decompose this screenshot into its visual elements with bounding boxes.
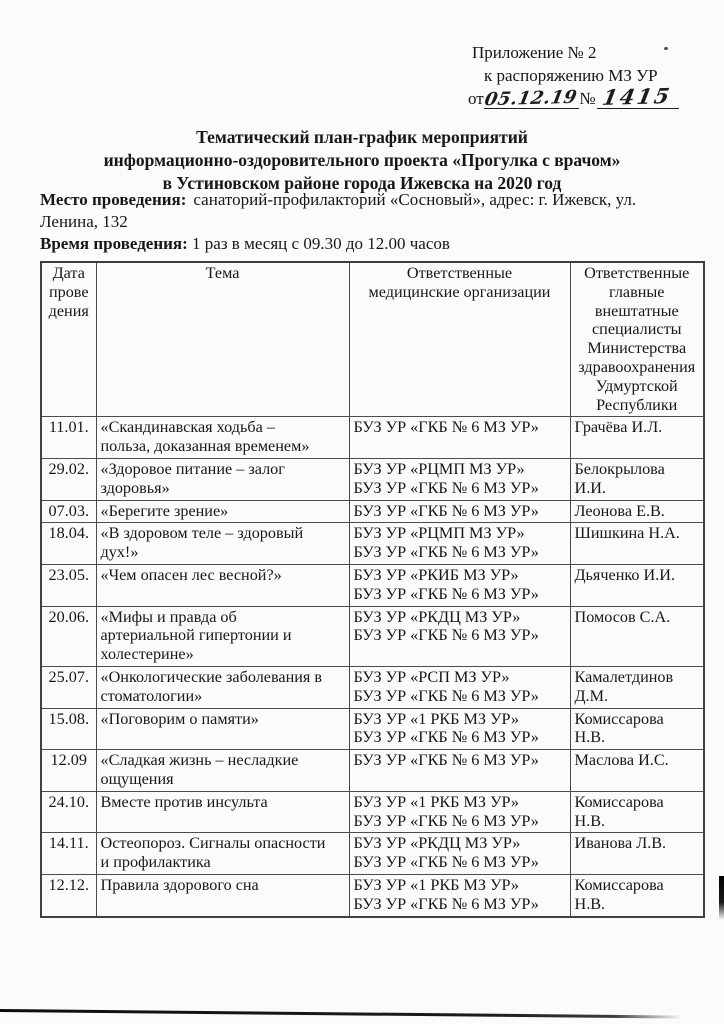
table-row: [41, 606, 704, 666]
text-line: «Здоровое питание – залог: [100, 459, 285, 478]
text-line: БУЗ УР «ГКБ № 6 МЗ УР»: [353, 584, 539, 603]
order-number-line: [468, 83, 679, 111]
text-line: холестерине»: [100, 645, 194, 664]
cell-topic: [96, 791, 349, 833]
appendix-line-2: к распоряжению МЗ УР: [484, 65, 658, 85]
cell-organizations: [349, 666, 570, 708]
cell-organizations: [349, 458, 570, 500]
text-line: БУЗ УР «ГКБ № 6 МЗ УР»: [353, 478, 539, 497]
text-line: Н.В.: [574, 894, 606, 913]
table-row: [41, 833, 704, 875]
cell-date: 18.04.: [41, 523, 96, 565]
cell-specialist: [570, 564, 704, 606]
text-line: БУЗ УР «ГКБ № 6 МЗ УР»: [353, 894, 539, 913]
cell-topic: [96, 458, 349, 500]
cell-organizations: [349, 523, 570, 565]
order-number-underline: [597, 83, 679, 110]
header-col-topic: [96, 262, 349, 417]
table-row: [41, 458, 704, 500]
text-line: Остеопороз. Сигналы опасности: [100, 834, 326, 853]
text-line: здоровья»: [100, 478, 170, 497]
text-line: БУЗ УР «РКИБ МЗ УР»: [353, 565, 519, 584]
text-line: Правила здорового сна: [100, 875, 259, 894]
text-line: медицинские организации: [368, 282, 551, 301]
text-line: БУЗ УР «ГКБ № 6 МЗ УР»: [353, 418, 539, 437]
cell-organizations: [349, 417, 570, 459]
cell-date: 24.10.: [41, 791, 96, 833]
cell-date: 20.06.: [41, 606, 96, 666]
text-line: Иванова Л.В.: [574, 834, 667, 853]
text-line: БУЗ УР «РЦМП МЗ УР»: [353, 459, 525, 478]
cell-date: 14.11.: [41, 833, 96, 875]
cell-organizations: [349, 833, 570, 875]
cell-topic: [96, 523, 349, 565]
table-row: [41, 523, 704, 565]
cell-organizations: [349, 874, 570, 916]
time-label: Время проведения:: [40, 234, 188, 253]
table-row: [41, 417, 704, 459]
text-line: БУЗ УР «ГКБ № 6 МЗ УР»: [353, 853, 539, 872]
title-line-3: в Устиновском районе города Ижевска на 2020 год: [162, 173, 562, 193]
text-line: внештатные: [594, 301, 679, 320]
scan-edge-artifact: [719, 876, 724, 920]
header-col-date: [41, 262, 96, 417]
cell-specialist: [570, 606, 704, 666]
text-line: БУЗ УР «ГКБ № 6 МЗ УР»: [353, 751, 539, 770]
text-line: Дьяченко И.И.: [574, 565, 676, 584]
cell-specialist: [570, 458, 704, 500]
table-header-row: [41, 262, 704, 417]
meta-block: [40, 189, 708, 255]
table-row: [41, 874, 704, 916]
cell-topic: [96, 750, 349, 792]
text-line: БУЗ УР «РКДЦ МЗ УР»: [353, 834, 521, 853]
cell-topic: [96, 833, 349, 875]
cell-organizations: [349, 606, 570, 666]
text-line: ощущения: [100, 769, 174, 788]
text-line: специалисты: [591, 320, 682, 339]
document-title: [31, 126, 693, 195]
text-line: БУЗ УР «1 РКБ МЗ УР»: [353, 792, 520, 811]
text-line: Грачёва И.Л.: [574, 418, 663, 437]
venue-label: Место проведения:: [40, 190, 187, 209]
table-row: [41, 666, 704, 708]
cell-specialist: [570, 833, 704, 875]
schedule-table: [40, 261, 705, 918]
text-line: «Чем опасен лес весной?»: [100, 565, 282, 584]
table-row: [41, 708, 704, 750]
text-line: БУЗ УР «1 РКБ МЗ УР»: [353, 875, 520, 894]
appendix-line-1: Приложение № 2: [472, 43, 597, 62]
text-line: Ответственные: [584, 264, 690, 282]
text-line: БУЗ УР «РСП МЗ УР»: [353, 667, 510, 686]
text-line: Дата: [52, 264, 85, 282]
cell-date: 07.03.: [41, 500, 96, 523]
text-line: «Онкологические заболевания в: [100, 667, 323, 686]
cell-organizations: [349, 708, 570, 750]
cell-topic: [96, 874, 349, 916]
cell-date: 12.09: [41, 750, 96, 792]
table-row: [41, 500, 704, 523]
cell-date: 12.12.: [41, 874, 96, 916]
text-line: польза, доказанная временем»: [100, 437, 310, 456]
text-line: Вместе против инсульта: [100, 792, 268, 811]
text-line: дух!»: [100, 543, 139, 562]
text-line: БУЗ УР «ГКБ № 6 МЗ УР»: [353, 686, 539, 705]
text-line: Белокрылова: [574, 459, 665, 478]
cell-specialist: [570, 874, 704, 916]
text-line: «Мифы и правда об: [100, 607, 237, 626]
text-line: Министерства: [587, 339, 687, 358]
text-line: «Скандинавская ходьба –: [100, 418, 275, 437]
text-line: и профилактика: [100, 853, 211, 872]
cell-date: 11.01.: [41, 417, 96, 459]
cell-specialist: [570, 750, 704, 792]
cell-specialist: [570, 791, 704, 833]
text-line: БУЗ УР «ГКБ № 6 МЗ УР»: [353, 543, 539, 562]
text-line: «В здоровом теле – здоровый: [100, 524, 304, 543]
text-line: Комиссарова: [574, 792, 664, 811]
text-line: здравоохранения: [578, 357, 696, 376]
table-row: [41, 750, 704, 792]
cell-topic: [96, 666, 349, 708]
text-line: Тема: [205, 264, 240, 282]
text-line: И.И.: [574, 478, 606, 497]
text-line: БУЗ УР «РЦМП МЗ УР»: [353, 524, 525, 543]
header-col-orgs: [349, 262, 570, 417]
text-line: Н.В.: [574, 728, 606, 747]
text-line: Комиссарова: [574, 875, 664, 894]
text-line: Шишкина Н.А.: [574, 524, 680, 543]
cell-topic: [96, 500, 349, 523]
schedule-table-head: [41, 262, 704, 417]
text-line: Д.М.: [574, 686, 609, 705]
text-line: артериальной гипертонии и: [100, 626, 292, 645]
handwritten-number: 1415: [600, 83, 674, 110]
text-line: Леонова Е.В.: [574, 501, 665, 520]
text-line: «Поговорим о памяти»: [100, 709, 259, 728]
cell-topic: [96, 708, 349, 750]
cell-organizations: [349, 750, 570, 792]
text-line: Камалетдинов: [574, 667, 674, 686]
scan-speck-artifact: [664, 47, 668, 50]
cell-topic: [96, 417, 349, 459]
text-line: прове: [48, 282, 89, 301]
text-line: стоматологии»: [100, 686, 203, 705]
text-line: Удмуртской: [595, 376, 678, 395]
text-line: дения: [48, 301, 89, 320]
cell-specialist: [570, 417, 704, 459]
text-line: БУЗ УР «ГКБ № 6 МЗ УР»: [353, 728, 539, 747]
title-line-1: Тематический план-график мероприятий: [196, 127, 528, 147]
time-text: 1 раз в месяц с 09.30 до 12.00 часов: [192, 234, 450, 253]
order-from-label: от: [468, 89, 484, 108]
time-line: [40, 233, 708, 255]
cell-date: 15.08.: [41, 708, 96, 750]
cell-organizations: [349, 500, 570, 523]
text-line: БУЗ УР «ГКБ № 6 МЗ УР»: [353, 811, 539, 830]
text-line: «Сладкая жизнь – несладкие: [100, 751, 299, 770]
scan-bottom-line-artifact: [0, 1009, 697, 1018]
handwritten-date: 05.12.19: [482, 86, 579, 111]
cell-date: 23.05.: [41, 564, 96, 606]
schedule-table-body: [41, 417, 704, 917]
cell-topic: [96, 564, 349, 606]
text-line: БУЗ УР «РКДЦ МЗ УР»: [353, 607, 521, 626]
cell-specialist: [570, 666, 704, 708]
cell-organizations: [349, 791, 570, 833]
cell-topic: [96, 606, 349, 666]
order-number-sign: №: [579, 89, 596, 108]
text-line: Комиссарова: [574, 709, 664, 728]
text-line: БУЗ УР «ГКБ № 6 МЗ УР»: [353, 501, 539, 520]
table-row: [41, 564, 704, 606]
text-line: Ответственные: [406, 264, 513, 282]
cell-specialist: [570, 523, 704, 565]
title-line-2: информационно-оздоровительного проекта «Прогулка с врачом»: [103, 150, 621, 170]
text-line: Н.В.: [574, 811, 606, 830]
text-line: Помосов С.А.: [574, 607, 671, 626]
venue-text-1: санаторий-профилакторий «Сосновый», адрес: г. Ижевск, ул.: [193, 190, 637, 209]
venue-line: [40, 189, 708, 233]
cell-specialist: [570, 500, 704, 523]
text-line: БУЗ УР «1 РКБ МЗ УР»: [353, 709, 520, 728]
cell-organizations: [349, 564, 570, 606]
text-line: БУЗ УР «ГКБ № 6 МЗ УР»: [353, 626, 539, 645]
text-line: Маслова И.С.: [574, 751, 669, 770]
header-col-specialists: [570, 262, 704, 417]
cell-specialist: [570, 708, 704, 750]
cell-date: 29.02.: [41, 458, 96, 500]
order-date-underline: [482, 86, 580, 111]
venue-text-2: Ленина, 132: [40, 212, 128, 231]
table-row: [41, 791, 704, 833]
cell-date: 25.07.: [41, 666, 96, 708]
text-line: Республики: [596, 395, 678, 414]
text-line: «Берегите зрение»: [100, 501, 229, 520]
text-line: главные: [609, 282, 665, 301]
appendix-header: [468, 42, 679, 111]
